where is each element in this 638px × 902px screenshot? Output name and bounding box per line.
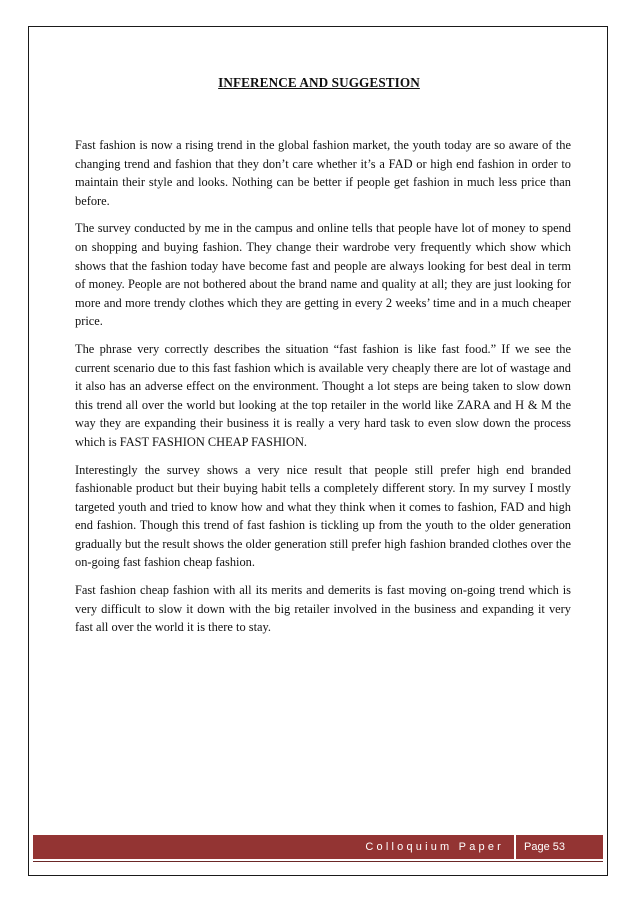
- footer-title: Colloquium Paper: [365, 841, 505, 853]
- page-number: Page 53: [524, 841, 565, 853]
- paragraph-1: Fast fashion is now a rising trend in the global fashion market, the youth today are so aware of the changing trend and fashion that they don’t care whether it’s a FAD or high end fashion in order to maintain their style and looks. Nothing can be better if people get fashion in much less price than before.: [75, 138, 571, 208]
- paragraph-2: The survey conducted by me in the campus and online tells that people have lot of money to spend on shopping and buying fashion. They change their wardrobe very frequently which show which shows that the fashion today have become fast and people are always looking for best deal in term of money. People are not bothered about the brand name and quality at all; they are just looking for more and more trendy clothes which they are getting in every 2 weeks’ time and in a much cheaper price.: [75, 221, 571, 329]
- paragraph-4: Interestingly the survey shows a very nice result that people still prefer high end branded fashionable product but their buying habit tells a completely different story. In my survey I mostly targeted youth and tried to know how and what they think when it comes to fashion, FAD and high end fashion. Though this trend of fast fashion is tickling up from the youth to the older generation gradually but the result shows the older generation still prefer high fashion branded clothes over the on-going fast fashion cheap fashion.: [75, 462, 571, 570]
- paragraph-5: Fast fashion cheap fashion with all its merits and demerits is fast moving on-going trend which is very difficult to slow it down with the big retailer involved in the business and expanding it very fast all over the world it is there to stay.: [75, 583, 571, 635]
- body-text: [75, 136, 571, 646]
- footer-bar: [33, 835, 603, 859]
- page-heading: INFERENCE AND SUGGESTION: [218, 75, 420, 90]
- paragraph-3: The phrase very correctly describes the situation “fast fashion is like fast food.” If we see the current scenario due to this fast fashion which is available very cheaply there are lot of wastage and it also has an adverse effect on the environment. Thought a lot steps are being taken to slow down this trend all over the world but looking at the top retailer in the world like ZARA and H & M the way they are expanding their business it is really a very hard task to even slow down the process which is FAST FASHION CHEAP FASHION.: [75, 341, 571, 449]
- footer-rule: [33, 861, 603, 862]
